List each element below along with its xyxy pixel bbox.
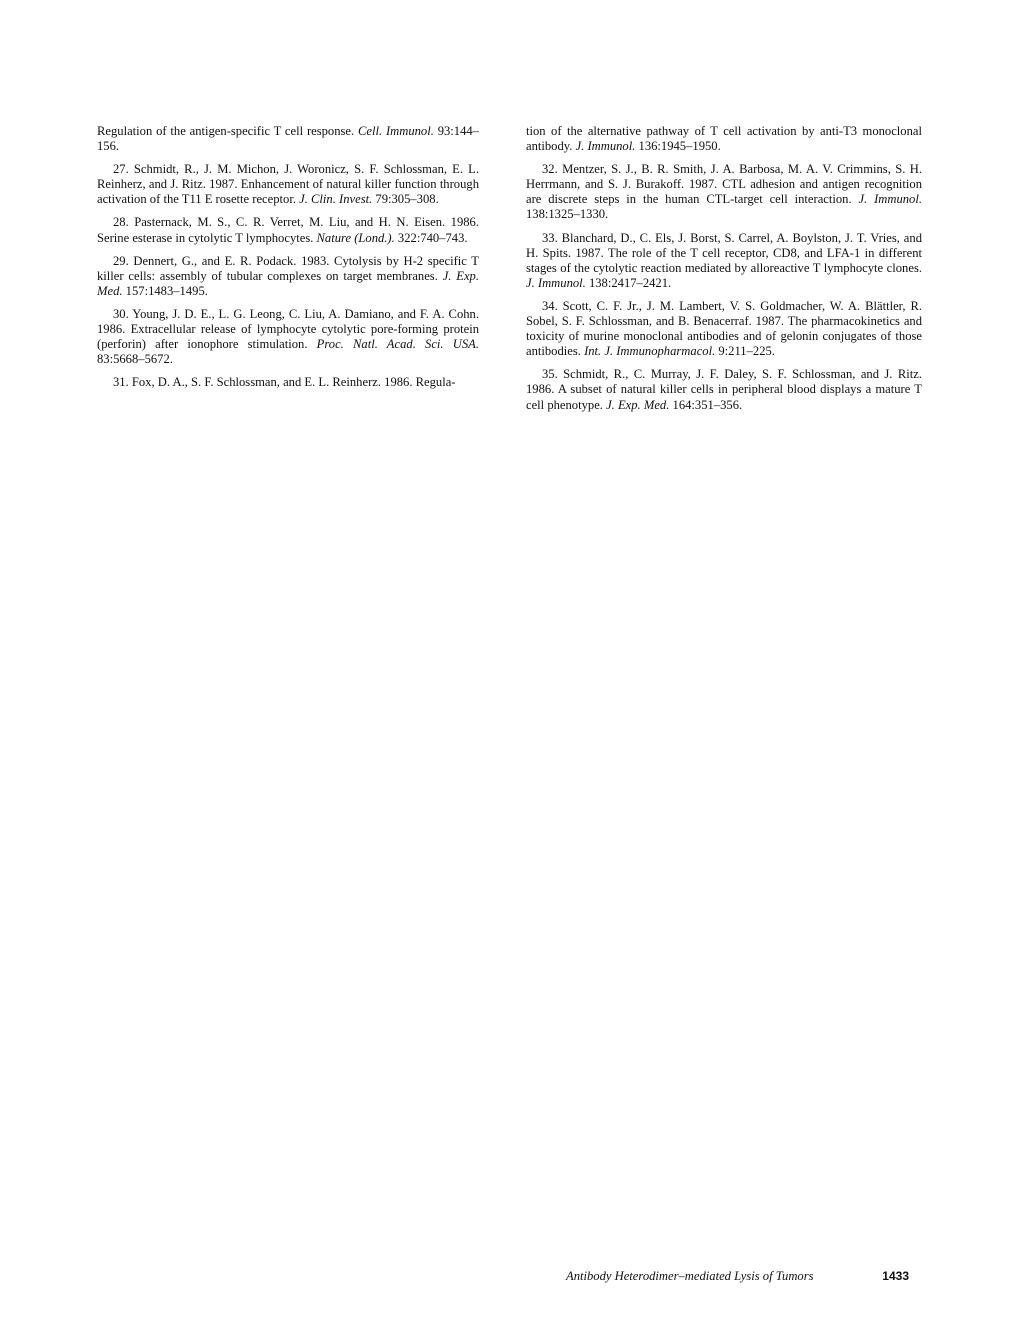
journal-name: Proc. Natl. Acad. Sci. USA.	[316, 337, 479, 352]
reference-entry-27	[97, 162, 479, 207]
reference-text: 32. Mentzer, S. J., B. R. Smith, J. A. Barbosa, M. A. V. Crimmins, S. H. Herrmann, and S. J. Burakoff. 1987. CTL adhesion and antigen recognition are discrete steps in the human CTL-target cell interaction.	[526, 162, 922, 207]
page-number: 1433	[882, 1269, 909, 1283]
journal-name: J. Clin. Invest.	[299, 192, 373, 207]
reference-entry-31-continued	[526, 124, 922, 154]
reference-text: 29. Dennert, G., and E. R. Podack. 1983. Cytolysis by H-2 specific T killer cells: assembly of tubular complexes on target membranes.	[97, 253, 479, 283]
journal-name: Nature (Lond.).	[316, 230, 395, 245]
journal-name: J. Immunol.	[575, 139, 636, 154]
reference-volume-pages: 138:2417–2421.	[585, 275, 672, 290]
reference-volume-pages: 157:1483–1495.	[122, 283, 208, 298]
reference-entry-31	[97, 375, 479, 390]
references-right-column	[526, 124, 922, 421]
reference-entry-30	[97, 307, 479, 367]
reference-entry-29	[97, 254, 479, 299]
reference-entry-33	[526, 231, 922, 291]
page-footer	[566, 1269, 909, 1284]
reference-volume-pages: 9:211–225.	[715, 344, 775, 359]
reference-text: tion of the alternative pathway of T cell activation by anti-T3 monoclonal antibody.	[526, 124, 922, 154]
reference-text: 34. Scott, C. F. Jr., J. M. Lambert, V. S. Goldmacher, W. A. Blättler, R. Sobel, S. F. Schlossman, and B. Benacerraf. 1987. The pharmacokinetics and toxicity of murine monoclonal antibodies and of gelonin conjugates of those antibodies.	[526, 298, 922, 359]
running-title: Antibody Heterodimer–mediated Lysis of Tumors	[566, 1269, 814, 1283]
reference-text: 35. Schmidt, R., C. Murray, J. F. Daley, S. F. Schlossman, and J. Ritz. 1986. A subset of natural killer cells in peripheral blood displays a mature T cell phenotype.	[526, 367, 922, 412]
reference-volume-pages: 79:305–308.	[372, 192, 439, 207]
journal-name: Int. J. Immunopharmacol.	[584, 344, 716, 359]
reference-entry-32	[526, 162, 922, 222]
reference-volume-pages: 83:5668–5672.	[97, 352, 173, 367]
reference-entry-26-continued	[97, 124, 479, 154]
reference-entry-35	[526, 367, 922, 412]
reference-text: 33. Blanchard, D., C. Els, J. Borst, S. Carrel, A. Boylston, J. T. Vries, and H. Spits. 1987. The role of the T cell receptor, CD8, and LFA-1 in different stages of the cytolytic reaction mediated by alloreactive T lymphocyte clones.	[526, 230, 922, 275]
reference-volume-pages: 138:1325–1330.	[526, 207, 609, 222]
journal-name: J. Immunol.	[526, 275, 586, 290]
reference-text: Regulation of the antigen-specific T cell response.	[97, 124, 358, 138]
journal-name: J. Immunol.	[858, 192, 923, 207]
reference-entry-34	[526, 299, 922, 359]
reference-volume-pages: 93:144–156.	[97, 124, 479, 154]
reference-volume-pages: 164:351–356.	[669, 397, 743, 412]
reference-volume-pages: 322:740–743.	[394, 230, 468, 245]
reference-text: 30. Young, J. D. E., L. G. Leong, C. Liu, A. Damiano, and F. A. Cohn. 1986. Extracellular release of lymphocyte cytolytic pore-forming protein (perforin) after ionophore stimulation.	[97, 306, 479, 352]
references-left-column	[97, 124, 479, 398]
reference-text: 31. Fox, D. A., S. F. Schlossman, and E. L. Reinherz. 1986. Regula-	[113, 375, 456, 390]
journal-name: J. Exp. Med.	[606, 397, 670, 412]
reference-text: 27. Schmidt, R., J. M. Michon, J. Woronicz, S. F. Schlossman, E. L. Reinherz, and J. Ritz. 1987. Enhancement of natural killer function through activation of the T11 E rosette receptor.	[97, 162, 479, 207]
reference-entry-28	[97, 215, 479, 245]
reference-volume-pages: 136:1945–1950.	[635, 139, 721, 154]
journal-name: J. Exp. Med.	[97, 268, 479, 298]
journal-name: Cell. Immunol.	[357, 124, 434, 138]
reference-text: 28. Pasternack, M. S., C. R. Verret, M. Liu, and H. N. Eisen. 1986. Serine esterase in cytolytic T lymphocytes.	[97, 215, 479, 245]
